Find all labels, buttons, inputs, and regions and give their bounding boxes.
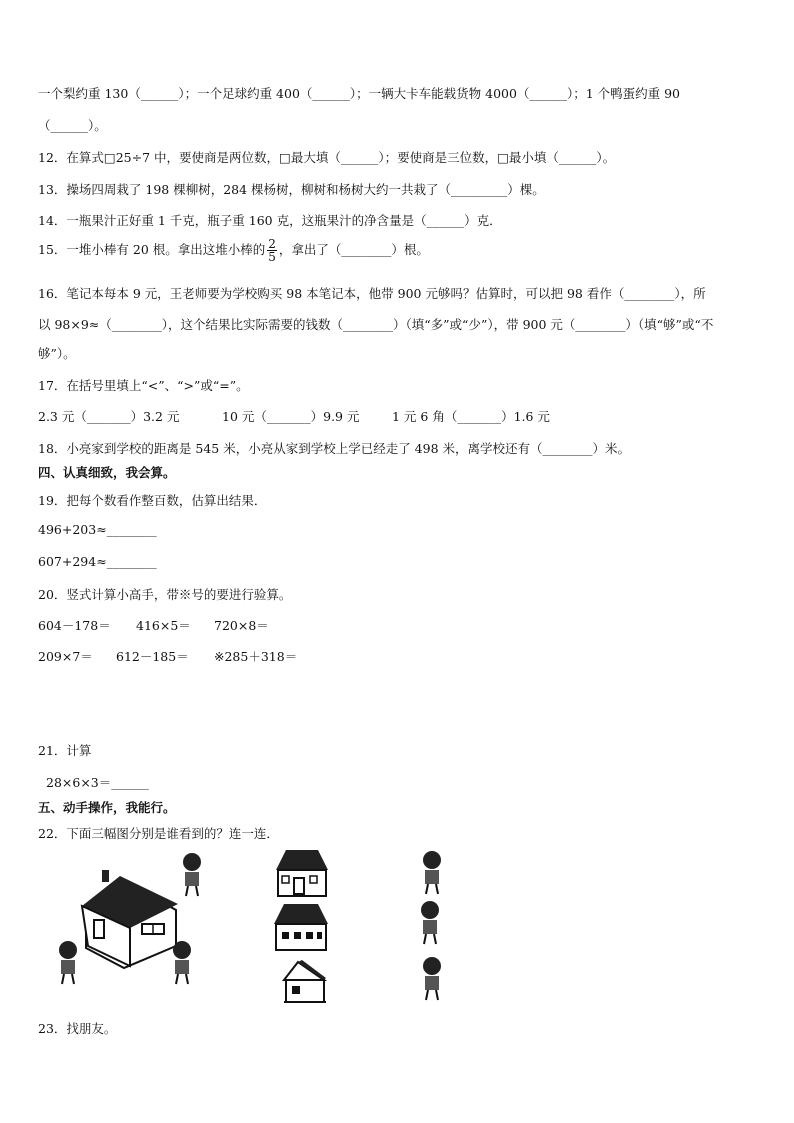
question-16-line-3: 够”）。 [38,346,76,361]
question-21-item-a: 28×6×3＝______ [46,775,149,790]
fraction-denominator: 5 [268,250,276,264]
question-16-line-2: 以 98×9≈（________），这个结果比实际需要的钱数（________）（填“多”或“少”），带 900 元（________）（填“够”或“不 [38,317,714,332]
house-gable-view [280,958,330,1004]
question-13: 13．操场四周栽了 198 棵柳树，284 棵杨树，柳树和杨树大约一共栽了（_________）棵。 [38,182,545,197]
question-15-text-after: ，拿出了（________）根。 [278,242,429,257]
child-figure-1 [412,850,452,898]
question-17-item-b: 10 元（_______）9.9 元 [222,409,360,424]
question-23: 23．找朋友。 [38,1021,117,1036]
question-20-item-c: 720×8＝ [214,618,269,633]
question-20-item-a: 604－178＝ [38,618,111,633]
question-19-item-b: 607+294≈________ [38,554,157,569]
question-14: 14．一瓶果汁正好重 1 千克，瓶子重 160 克，这瓶果汁的净含量是（______）克． [38,213,502,228]
section-4-heading: 四、认真细致，我会算。 [38,465,176,480]
question-16-line-1: 16．笔记本每本 9 元，王老师要为学校购买 98 本笔记本，他带 900 元够吗？估算时，可以把 98 看作（________），所 [38,286,706,301]
question-18: 18．小亮家到学校的距离是 545 米，小亮从家到学校上学已经走了 498 米，离学校还有（________）米。 [38,441,631,456]
question-12: 12．在算式□25÷7 中，要使商是两位数，□最大填（______）；要使商是三位数，□最小填（______）。 [38,150,616,165]
child-figure-2 [410,900,450,948]
question-20-item-e: 612－185＝ [116,649,189,664]
question-19-item-a: 496+203≈________ [38,522,157,537]
question-20-item-d: 209×7＝ [38,649,93,664]
question-17-item-a: 2.3 元（_______）3.2 元 [38,409,180,424]
question-20-item-b: 416×5＝ [136,618,191,633]
fraction-two-fifths [267,238,277,263]
question-20-item-f: ※285＋318＝ [214,649,298,664]
fraction-numerator: 2 [268,237,276,251]
question-22: 22．下面三幅图分别是谁看到的？连一连． [38,826,279,841]
child-figure-3 [412,956,452,1004]
question-21: 21．计算 [38,743,92,758]
question-11-line-1: 一个梨约重 130（______）；一个足球约重 400（______）；一辆大卡车能载货物 4000（______）；1 个鸭蛋约重 90 [38,86,681,101]
house-side-view [270,902,332,952]
question-11-line-2: （______）。 [38,118,107,133]
question-20: 20．竖式计算小高手，带※号的要进行验算。 [38,587,292,602]
question-15-text-before: 15．一堆小棒有 20 根。拿出这堆小棒的 [38,242,266,257]
house-front-view [272,848,332,898]
section-5-heading: 五、动手操作，我能行。 [38,800,176,815]
question-17: 17．在括号里填上“<”、“>”或“=”。 [38,378,249,393]
house-with-children-illustration [46,848,216,998]
question-17-item-c: 1 元 6 角（_______）1.6 元 [392,409,550,424]
question-15 [38,238,429,263]
question-19: 19．把每个数看作整百数，估算出结果． [38,493,267,508]
